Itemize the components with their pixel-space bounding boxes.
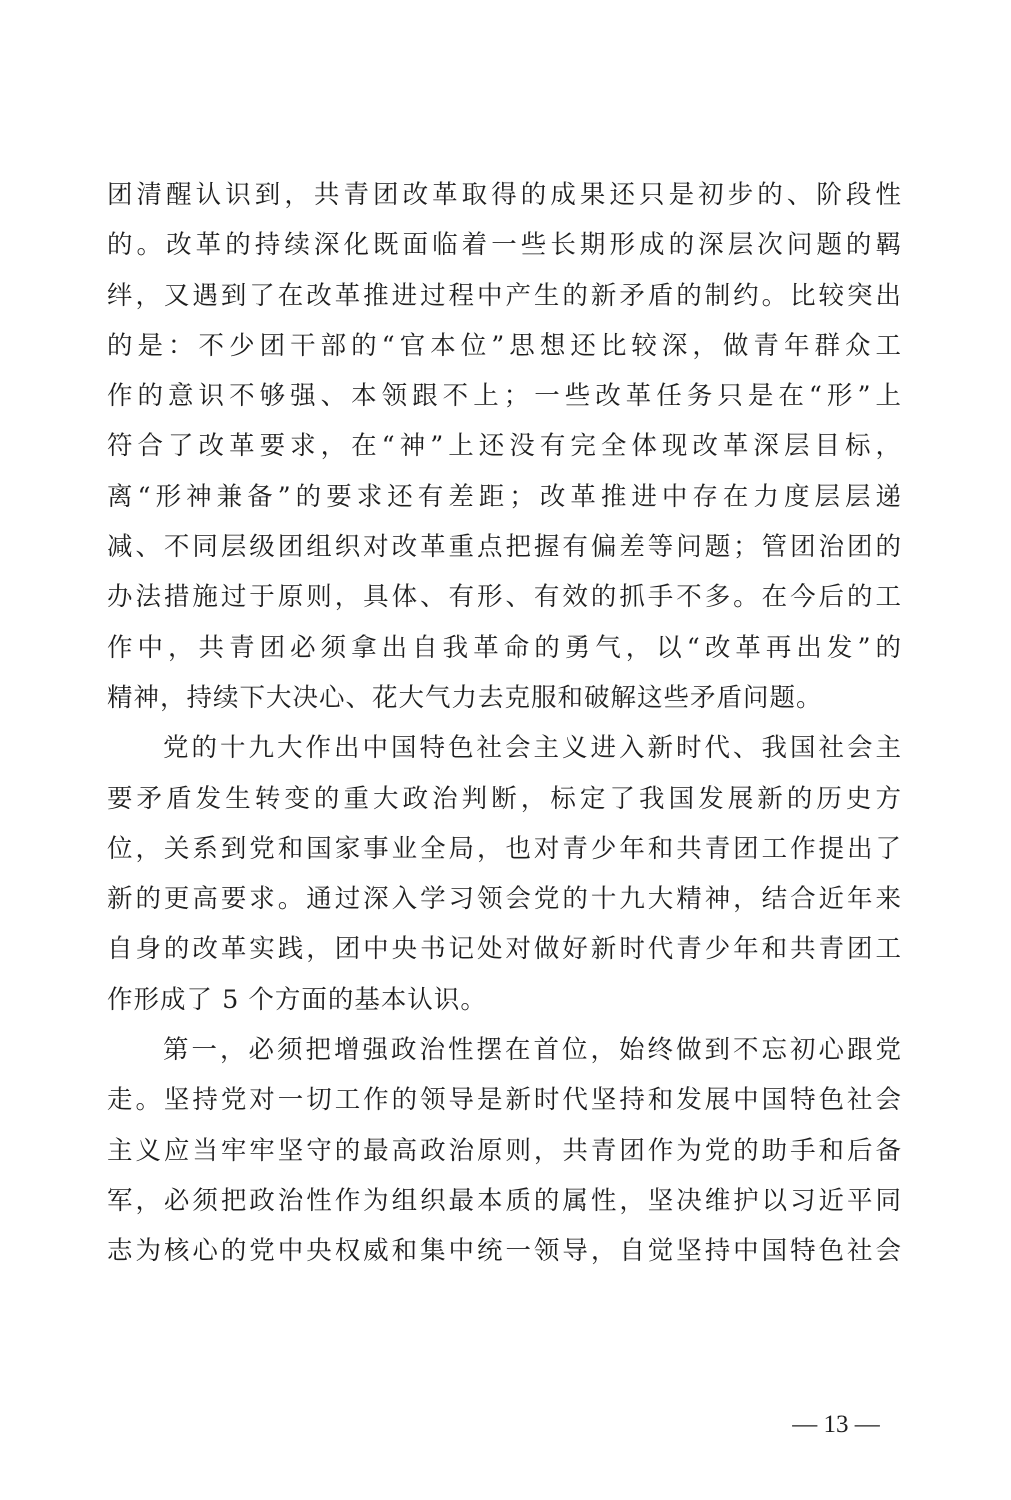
text-line: 离“形神兼备”的要求还有差距；改革推进中存在力度层层递 <box>107 481 902 512</box>
text-line: 自身的改革实践，团中央书记处对做好新时代青少年和共青团工 <box>107 934 902 965</box>
text-line: 要矛盾发生转变的重大政治判断，标定了我国发展新的历史方 <box>107 783 902 814</box>
paragraph-2 <box>107 723 902 1025</box>
paragraph-3 <box>107 1025 902 1276</box>
paragraph-first-line: 第一，必须把增强政治性摆在首位，始终做到不忘初心跟党 <box>163 1035 902 1066</box>
text-line: 走。坚持党对一切工作的领导是新时代坚持和发展中国特色社会 <box>107 1085 902 1116</box>
document-body <box>107 170 902 1277</box>
text-line: 精神，持续下大决心、花大气力去克服和破解这些矛盾问题。 <box>107 682 823 713</box>
text-line: 主义应当牢牢坚守的最高政治原则，共青团作为党的助手和后备 <box>107 1135 902 1166</box>
text-line: 符合了改革要求，在“神”上还没有完全体现改革深层目标， <box>107 431 902 462</box>
text-line: 减、不同层级团组织对改革重点把握有偏差等问题；管团治团的 <box>107 532 902 563</box>
text-line: 作中，共青团必须拿出自我革命的勇气，以“改革再出发”的 <box>107 632 902 663</box>
text-line: 的是：不少团干部的“官本位”思想还比较深，做青年群众工 <box>107 330 902 361</box>
text-line: 办法措施过于原则，具体、有形、有效的抓手不多。在今后的工 <box>107 582 902 613</box>
text-line: 绊，又遇到了在改革推进过程中产生的新矛盾的制约。比较突出 <box>107 280 902 311</box>
text-line: 新的更高要求。通过深入学习领会党的十九大精神，结合近年来 <box>107 884 902 915</box>
page-number: — 13 — <box>792 1411 880 1438</box>
paragraph-first-line: 党的十九大作出中国特色社会主义进入新时代、我国社会主 <box>163 733 902 764</box>
text-line: 位，关系到党和国家事业全局，也对青少年和共青团工作提出了 <box>107 833 902 864</box>
text-line: 作形成了 5 个方面的基本认识。 <box>107 984 487 1015</box>
text-line: 志为核心的党中央权威和集中统一领导，自觉坚持中国特色社会 <box>107 1236 902 1267</box>
text-line: 的。改革的持续深化既面临着一些长期形成的深层次问题的羁 <box>107 230 902 261</box>
text-line: 团清醒认识到，共青团改革取得的成果还只是初步的、阶段性 <box>107 180 902 210</box>
text-line: 作的意识不够强、本领跟不上；一些改革任务只是在“形”上 <box>107 381 902 412</box>
paragraph-1 <box>107 170 902 723</box>
text-line: 军，必须把政治性作为组织最本质的属性，坚决维护以习近平同 <box>107 1185 902 1216</box>
